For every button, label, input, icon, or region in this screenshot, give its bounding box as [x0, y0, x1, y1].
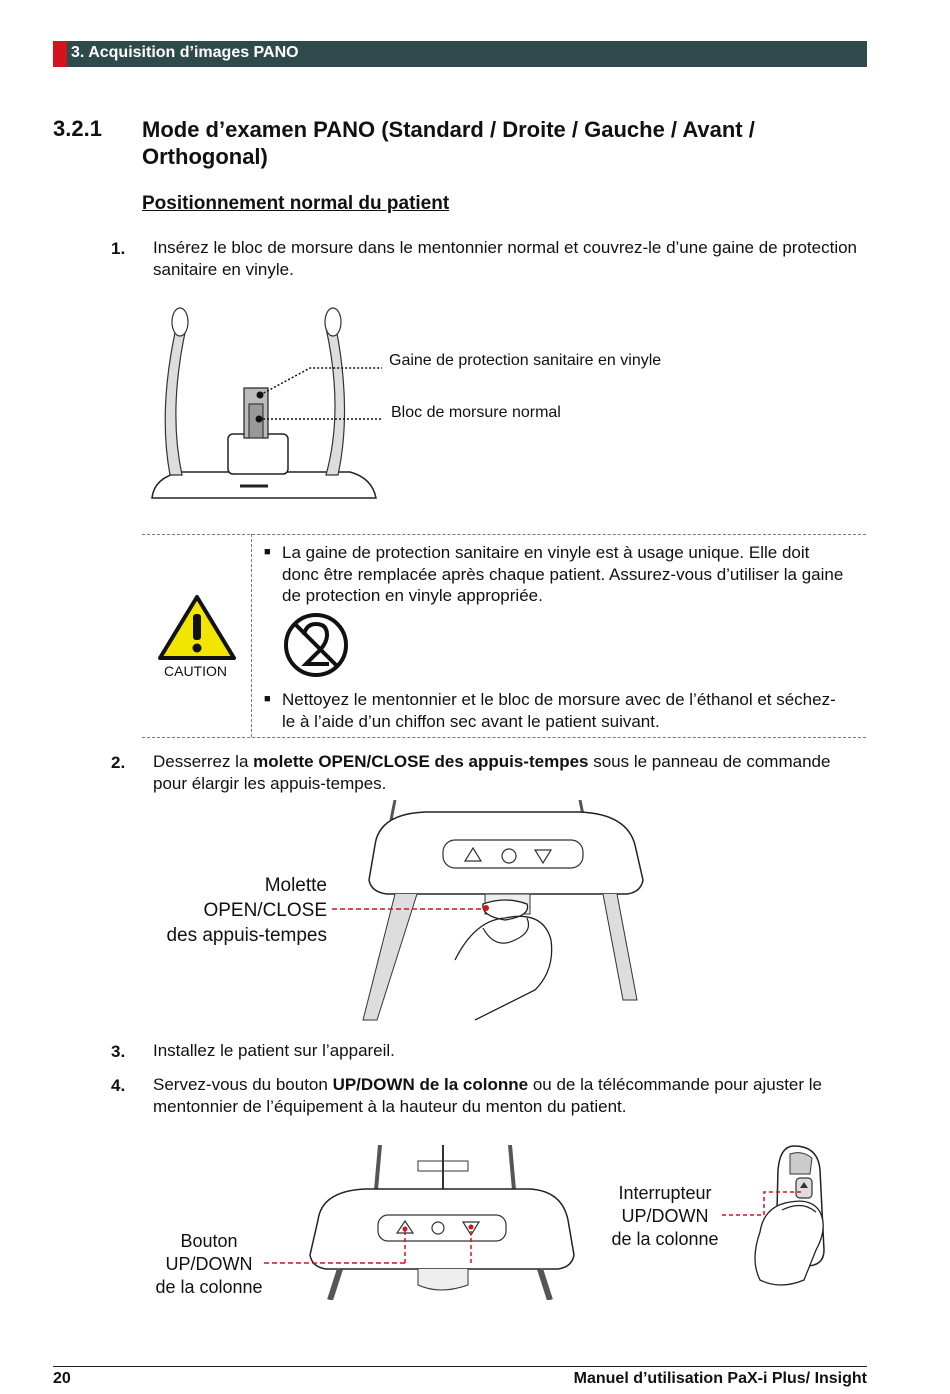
- column-button-label-line-1: Bouton: [180, 1231, 238, 1251]
- bullet-1-mark: ■: [264, 546, 271, 558]
- column-button-label-line-3: de la colonne: [155, 1277, 263, 1297]
- knob-label: [120, 873, 327, 948]
- section-title: Mode d’examen PANO (Standard / Droite / Gauche / Avant / Orthogonal): [142, 117, 755, 169]
- footer-rule: [53, 1366, 867, 1367]
- knob-label-line-3: des appuis-tempes: [166, 925, 327, 946]
- remote-switch-label-line-3: de la colonne: [611, 1229, 719, 1249]
- step-4-number: 4.: [111, 1076, 126, 1095]
- step-1-number: 1.: [111, 239, 126, 258]
- column-button-figure: [300, 1145, 580, 1300]
- remote-switch-label-line-2: UP/DOWN: [621, 1206, 709, 1226]
- caution-divider: [251, 534, 252, 737]
- sheath-label: Gaine de protection sanitaire en vinyle: [389, 352, 662, 369]
- caution-bottom-border: [142, 737, 866, 738]
- page-number: 20: [53, 1370, 71, 1387]
- remote-control-figure: [720, 1140, 870, 1295]
- header-accent: [53, 41, 67, 67]
- caution-label: CAUTION: [164, 663, 227, 679]
- knob-leader-line: [330, 905, 490, 915]
- caution-icon: [158, 594, 236, 662]
- subheading: Positionnement normal du patient: [142, 193, 450, 214]
- step-3-number: 3.: [111, 1042, 126, 1061]
- step-2-number: 2.: [111, 753, 126, 772]
- single-use-icon: [282, 612, 352, 678]
- column-button-label-line-2: UP/DOWN: [165, 1254, 253, 1274]
- caution-bullet-2: Nettoyez le mentonnier et le bloc de morsure avec de l’éthanol et séchez-le à l’aide d’un chiffon sec avant le patient suivant.: [282, 690, 836, 731]
- caution-bullet-1: La gaine de protection sanitaire en vinyle est à usage unique. Elle doit donc être remplacée après chaque patient. Assurez-vous d’utiliser la gaine de protection en vinyle appropriée.: [282, 543, 844, 605]
- column-button-leader: [262, 1258, 412, 1268]
- knob-label-line-1: Molette: [264, 875, 327, 896]
- bite-block-label: Bloc de morsure normal: [391, 404, 561, 421]
- bullet-2-mark: ■: [264, 693, 271, 705]
- manual-title: Manuel d’utilisation PaX-i Plus/ Insight: [573, 1370, 867, 1387]
- header-section-label: 3. Acquisition d’images PANO: [71, 44, 299, 61]
- step-3-text: Installez le patient sur l’appareil.: [153, 1041, 395, 1060]
- knob-label-line-2: OPEN/CLOSE: [203, 900, 327, 921]
- step-1-text: Insérez le bloc de morsure dans le mentonnier normal et couvrez-le d’une gaine de protection sanitaire en vinyle.: [153, 238, 858, 279]
- remote-switch-label: [601, 1182, 729, 1251]
- section-number: 3.2.1: [53, 116, 102, 141]
- step-4-text: Servez-vous du bouton UP/DOWN de la colonne ou de la télécommande pour ajuster le mentonnier de l’équipement à la hauteur du menton du patient.: [153, 1075, 822, 1116]
- column-button-label: [146, 1230, 272, 1299]
- step-2-text: Desserrez la molette OPEN/CLOSE des appuis-tempes sous le panneau de commande pour élargir les appuis-tempes.: [153, 752, 831, 793]
- remote-switch-label-line-1: Interrupteur: [618, 1183, 712, 1203]
